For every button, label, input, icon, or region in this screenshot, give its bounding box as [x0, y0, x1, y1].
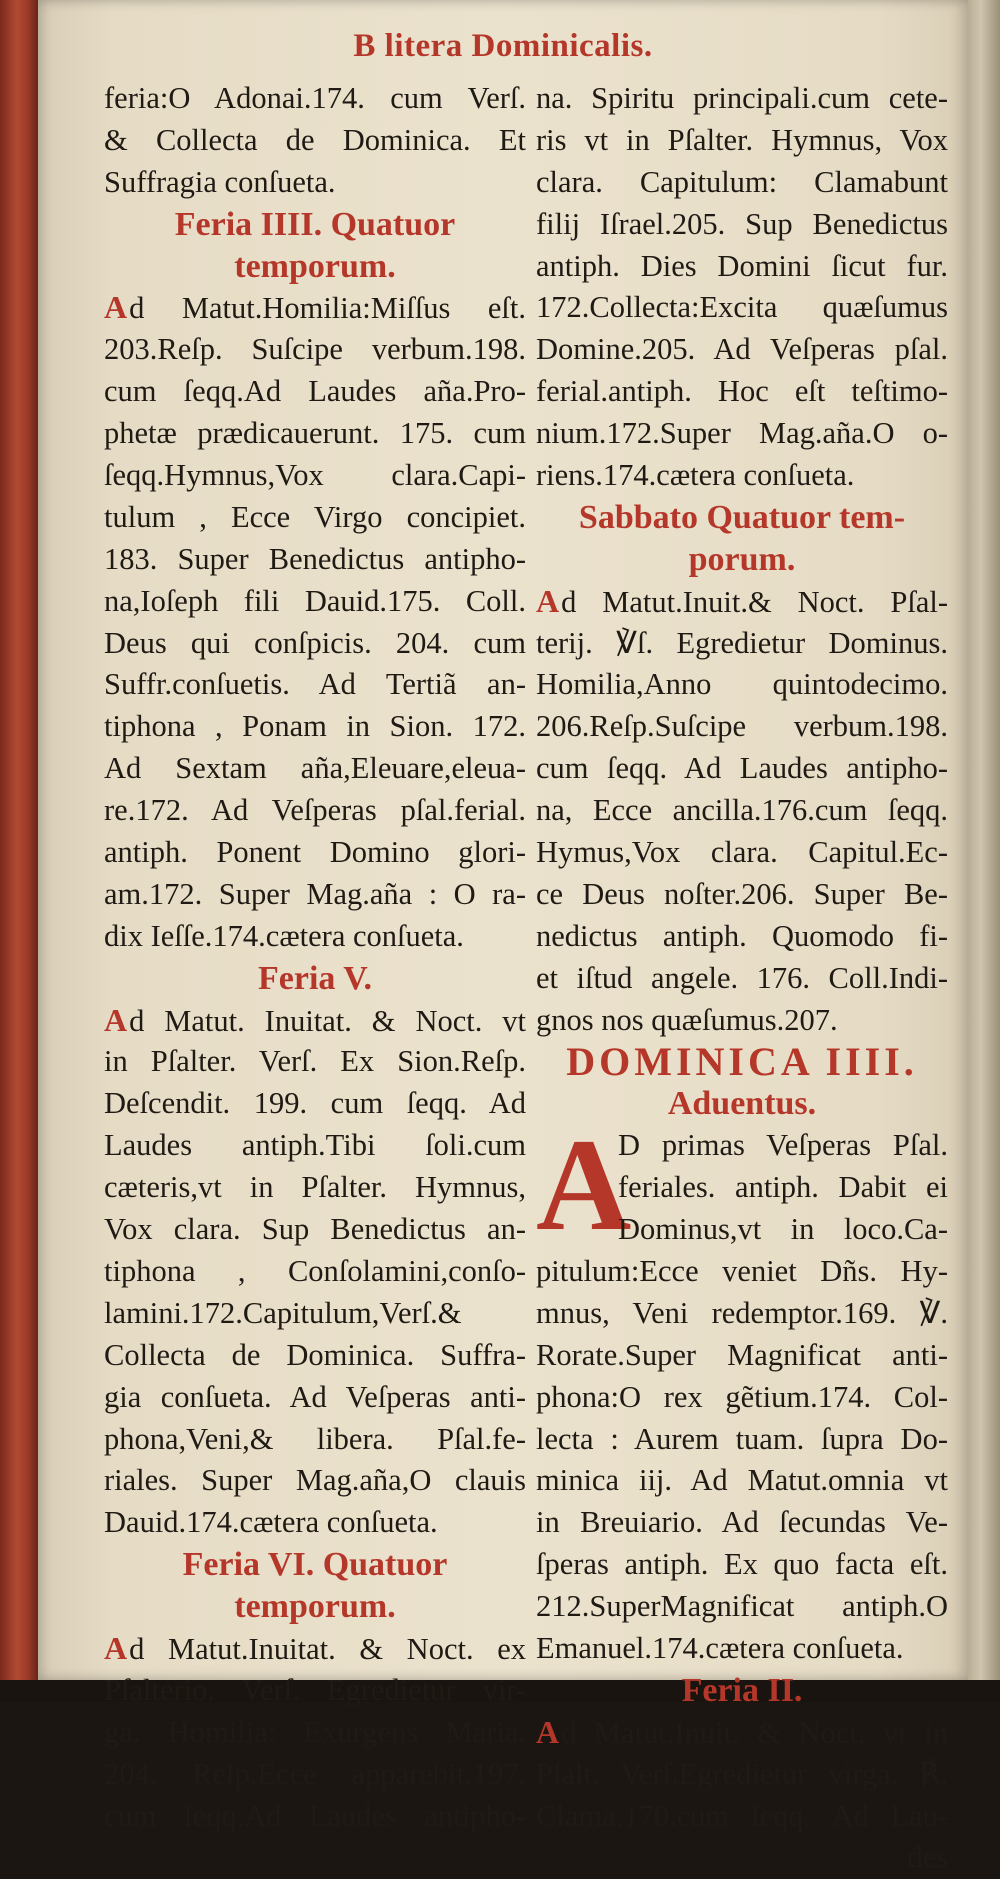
text-line: minica iij. Ad Matut.omnia vt [536, 1463, 948, 1498]
text-line: Pſalt. Verſ.Egredietur virga. ℟. [536, 1756, 948, 1791]
section-heading-sabbato: Sabbato Quatuor tem- [578, 498, 906, 536]
text-line: cum ſeqq.Ad Laudes aña.Pro- [104, 374, 526, 409]
text-line: Ad Matut.Inuit. & Noct. vt in [536, 1713, 948, 1750]
text-line: nedictus antiph. Quomodo fi- [536, 918, 948, 953]
text-line: dix Ieſſe.174.cætera conſueta. [104, 918, 464, 953]
text-line: feriales. antiph. Dabit ei [618, 1170, 948, 1205]
section-heading-feria-iiii: Feria IIII. Quatuor [174, 205, 456, 243]
text-line: gia conſueta. Ad Veſperas anti- [104, 1379, 526, 1414]
text-line: cæteris,vt in Pſalter. Hymnus, [104, 1170, 526, 1205]
text-line: ce Deus noſter.206. Super Be- [536, 876, 948, 911]
text-line: Hymus,Vox clara. Capitul.Ec- [536, 835, 948, 870]
page-edge-right [968, 0, 1000, 1702]
text-line: na, Ecce ancilla.176.cum ſeqq. [536, 793, 948, 828]
text-line: Emanuel.174.cætera conſueta. [536, 1630, 904, 1665]
initial-letter: A [104, 1001, 128, 1038]
text-line: tiphona , Conſolamini,conſo- [104, 1253, 526, 1288]
initial-letter: A [536, 1713, 560, 1750]
text-line: 206.Reſp.Suſcipe verbum.198. [536, 709, 948, 744]
text-line: am.172. Super Mag.aña : O ra- [104, 876, 526, 911]
page-edge-left [0, 0, 38, 1702]
text-line: pitulum:Ecce veniet Dñs. Hy- [536, 1253, 948, 1288]
text-line: cum ſeqq. Ad Laudes antipho- [536, 751, 948, 786]
text-line: Ad Sextam aña,Eleuare,eleua- [104, 751, 526, 786]
text-line: Deus qui conſpicis. 204. cum [104, 625, 526, 660]
text-line: antiph. Ponent Domino glori- [104, 835, 526, 870]
text-line: antiph. Dies Domini ſicut fur. [536, 248, 948, 283]
text-line: riales. Super Mag.aña,O clauis [104, 1463, 526, 1498]
text-line: Collecta de Dominica. Suffra- [104, 1337, 526, 1372]
text-line: Vox clara. Sup Benedictus an- [104, 1212, 526, 1247]
text-line: Ad Matut. Inuitat. & Noct. vt [104, 1001, 526, 1038]
drop-cap-initial: A [536, 1111, 632, 1259]
text-line: in Pſalter. Verſ. Ex Sion.Reſp. [104, 1044, 526, 1079]
text-line: ſperas antiph. Ex quo facta eſt. [536, 1547, 948, 1582]
text-line: Suffragia conſueta. [104, 164, 336, 199]
text-line: phetæ prædicauerunt. 175. cum [104, 416, 526, 451]
text-line: ſeqq.Hymnus,Vox clara.Capi- [104, 458, 526, 493]
text-line: in Breuiario. Ad ſecundas Ve- [536, 1505, 948, 1540]
section-heading-feria-iiii-cont: temporum. [234, 247, 396, 285]
text-line: cum ſeqq.Ad Laudes antipho- [104, 1798, 526, 1833]
text-line: terij. ℣ſ. Egredietur Dominus. [536, 625, 948, 660]
text-line: Homilia,Anno quintodecimo. [536, 667, 948, 702]
text-line: na,Ioſeph fili Dauid.175. Coll. [104, 583, 526, 618]
text-line: clara. Capitulum: Clamabunt [536, 164, 948, 199]
text-line: tulum , Ecce Virgo concipiet. [104, 499, 526, 534]
text-line: ga. Homilia: Exurgens Maria. [104, 1714, 526, 1749]
text-line: Dominus,vt in loco.Ca- [618, 1212, 948, 1247]
text-line: mnus, Veni redemptor.169. ℣. [536, 1295, 948, 1330]
text-line: Rorate.Super Magnificat anti- [536, 1337, 948, 1372]
text-line: Deſcendit. 199. cum ſeqq. Ad [104, 1086, 526, 1121]
initial-letter: A [104, 289, 128, 326]
text-line: 204. Reſp.Ecce apparebit.197. [104, 1756, 526, 1791]
text-line: Pſalterio. Verſ. Egredietur vir- [104, 1672, 526, 1707]
text-line: tiphona , Ponam in Sion. 172. [104, 709, 526, 744]
left-column [104, 78, 526, 1837]
running-header: B litera Dominicalis. [353, 28, 653, 64]
book-page [38, 0, 968, 1875]
text-line: 203.Reſp. Suſcipe verbum.198. [104, 332, 526, 367]
text-line: ris vt in Pſalter. Hymnus, Vox [536, 122, 948, 157]
section-heading-feria-ii: Feria II. [681, 1671, 803, 1709]
section-heading-feria-v: Feria V. [258, 959, 372, 997]
text-line: lamini.172.Capitulum,Verſ.& [104, 1295, 462, 1330]
text-line: ferial.antiph. Hoc eſt teſtimo- [536, 374, 948, 409]
text-line: Dauid.174.cætera conſueta. [104, 1505, 438, 1540]
text-line: Ad Matut.Inuit.& Noct. Pſal- [536, 582, 948, 619]
text-line: phona:O rex gẽtium.174. Col- [536, 1379, 948, 1414]
section-heading-feria-vi-cont: temporum. [234, 1588, 396, 1626]
text-line: 172.Collecta:Excita quæſumus [536, 290, 948, 325]
text-line: gnos nos quæſumus.207. [536, 1002, 838, 1037]
catchword: des [907, 1840, 948, 1875]
initial-letter: A [536, 582, 560, 619]
section-heading-feria-vi: Feria VI. Quatuor [182, 1546, 448, 1584]
text-line: Clama.170.cum ſeqq. Ad Lau- [536, 1798, 948, 1833]
right-column [536, 78, 948, 1879]
text-line: feria:O Adonai.174. cum Verſ. [104, 81, 526, 115]
text-line: lecta : Aurem tuam. ſupra Do- [536, 1421, 948, 1456]
text-line: 212.SuperMagnificat antiph.O [536, 1589, 948, 1624]
text-line: 183. Super Benedictus antipho- [104, 541, 526, 576]
dropcap-block [536, 1111, 948, 1259]
text-line: Domine.205. Ad Veſperas pſal. [536, 332, 948, 367]
text-line: Laudes antiph.Tibi ſoli.cum [104, 1128, 526, 1163]
text-line: Ad Matut.Homilia:Miſſus eſt. [104, 289, 526, 326]
text-line: filij Iſrael.205. Sup Benedictus [536, 206, 948, 241]
section-heading-dominica: DOMINICA IIII. [566, 1041, 918, 1084]
text-line: & Collecta de Dominica. Et [104, 122, 526, 157]
text-line: re.172. Ad Veſperas pſal.ferial. [104, 793, 526, 828]
text-line: D primas Veſperas Pſal. [618, 1128, 948, 1163]
text-line: riens.174.cætera conſueta. [536, 458, 855, 493]
text-line: et iſtud angele. 176. Coll.Indi- [536, 960, 948, 995]
section-heading-sabbato-cont: porum. [688, 540, 796, 578]
text-line: Ad Matut.Inuitat. & Noct. ex [104, 1629, 526, 1666]
text-line: phona,Veni,& libera. Pſal.fe- [104, 1421, 526, 1456]
section-heading-dominica-cont: Aduentus. [667, 1085, 817, 1123]
initial-letter: A [104, 1629, 128, 1666]
text-line: nium.172.Super Mag.aña.O o- [536, 416, 948, 451]
text-line: Suffr.conſuetis. Ad Tertiã an- [104, 667, 526, 702]
text-line: na. Spiritu principali.cum cete- [536, 81, 948, 115]
